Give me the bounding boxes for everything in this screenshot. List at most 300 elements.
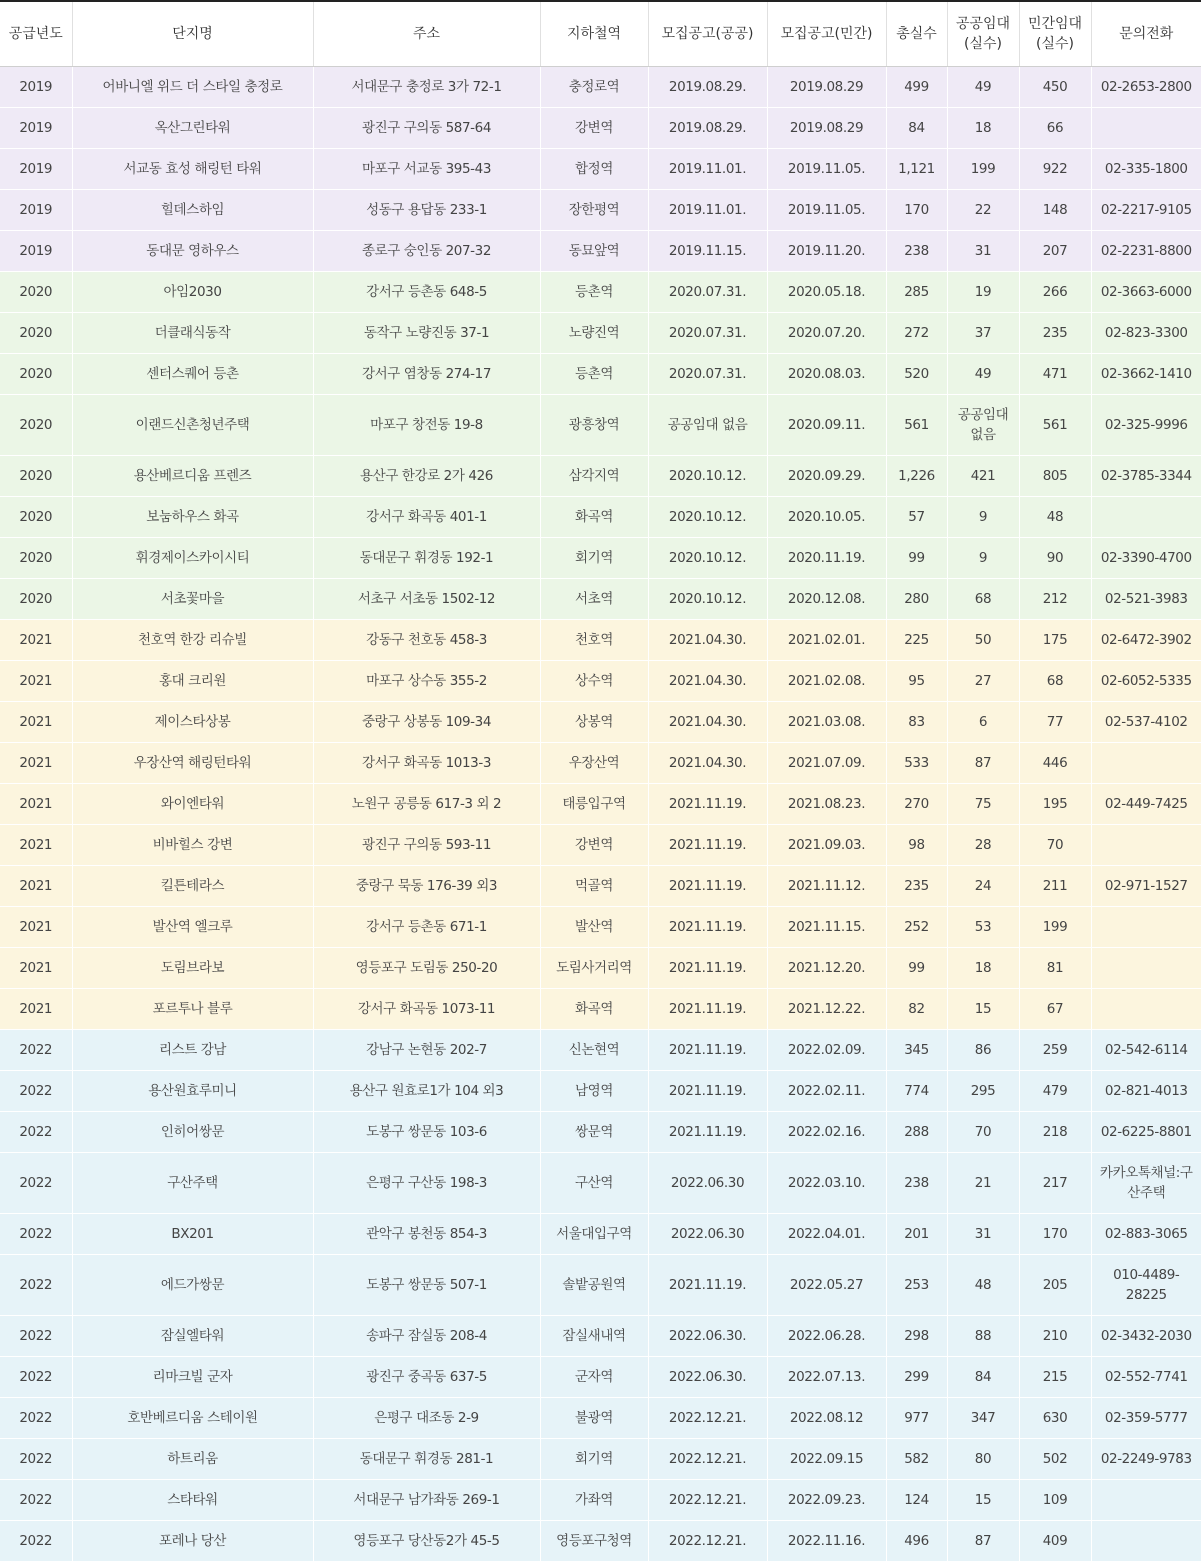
cell-address: 광진구 구의동 593-11 [313,825,540,866]
cell-address: 은평구 대조동 2-9 [313,1398,540,1439]
table-row [0,1112,1201,1153]
header-subway: 지하철역 [540,1,648,67]
cell-private-units: 175 [1019,620,1091,661]
cell-public-units: 70 [947,1112,1019,1153]
cell-year: 2020 [0,579,72,620]
cell-subway: 등촌역 [540,272,648,313]
cell-phone [1091,989,1201,1030]
cell-notice-public: 2020.10.12. [648,538,767,579]
cell-phone: 02-2249-9783 [1091,1439,1201,1480]
cell-public-units: 6 [947,702,1019,743]
cell-notice-public: 2022.12.21. [648,1439,767,1480]
cell-private-units: 561 [1019,395,1091,456]
cell-subway: 구산역 [540,1153,648,1214]
cell-private-units: 70 [1019,825,1091,866]
cell-notice-private: 2022.06.28. [767,1316,886,1357]
cell-phone: 02-3662-1410 [1091,354,1201,395]
cell-complex-name: 용산베르디움 프렌즈 [72,456,313,497]
cell-notice-private: 2020.08.03. [767,354,886,395]
cell-notice-private: 2019.11.20. [767,231,886,272]
cell-address: 광진구 구의동 587-64 [313,108,540,149]
cell-year: 2021 [0,948,72,989]
cell-subway: 잠실새내역 [540,1316,648,1357]
cell-private-units: 235 [1019,313,1091,354]
header-complex-name: 단지명 [72,1,313,67]
cell-notice-private: 2020.09.11. [767,395,886,456]
cell-year: 2021 [0,989,72,1030]
cell-year: 2020 [0,313,72,354]
cell-public-units: 50 [947,620,1019,661]
cell-notice-private: 2021.09.03. [767,825,886,866]
cell-phone [1091,743,1201,784]
cell-complex-name: 호반베르디움 스테이원 [72,1398,313,1439]
cell-complex-name: 비바힐스 강변 [72,825,313,866]
cell-complex-name: 하트리움 [72,1439,313,1480]
cell-total-units: 299 [886,1357,947,1398]
cell-year: 2021 [0,620,72,661]
cell-total-units: 84 [886,108,947,149]
cell-phone: 02-3785-3344 [1091,456,1201,497]
cell-notice-public: 2020.10.12. [648,579,767,620]
cell-public-units: 347 [947,1398,1019,1439]
cell-subway: 동묘앞역 [540,231,648,272]
cell-private-units: 199 [1019,907,1091,948]
cell-year: 2022 [0,1112,72,1153]
cell-address: 마포구 서교동 395-43 [313,149,540,190]
cell-notice-private: 2020.10.05. [767,497,886,538]
cell-year: 2021 [0,825,72,866]
cell-notice-private: 2022.11.16. [767,1521,886,1562]
table-row [0,456,1201,497]
cell-complex-name: 에드가쌍문 [72,1255,313,1316]
cell-notice-public: 2021.11.19. [648,784,767,825]
cell-complex-name: 이랜드신촌청년주택 [72,395,313,456]
cell-complex-name: 킬튼테라스 [72,866,313,907]
cell-public-units: 18 [947,108,1019,149]
cell-notice-private: 2022.02.16. [767,1112,886,1153]
cell-year: 2020 [0,354,72,395]
cell-complex-name: 옥산그린타워 [72,108,313,149]
cell-complex-name: 서교동 효성 해링턴 타워 [72,149,313,190]
cell-notice-private: 2022.09.15 [767,1439,886,1480]
cell-address: 마포구 상수동 355-2 [313,661,540,702]
cell-complex-name: 우장산역 해링턴타워 [72,743,313,784]
cell-phone [1091,108,1201,149]
cell-address: 성동구 용답동 233-1 [313,190,540,231]
cell-phone: 02-883-3065 [1091,1214,1201,1255]
cell-address: 강서구 화곡동 1073-11 [313,989,540,1030]
cell-subway: 상봉역 [540,702,648,743]
table-row [0,1521,1201,1562]
cell-complex-name: 센터스퀘어 등촌 [72,354,313,395]
table-row [0,907,1201,948]
cell-notice-public: 2021.04.30. [648,620,767,661]
cell-notice-private: 2022.09.23. [767,1480,886,1521]
cell-address: 강서구 등촌동 671-1 [313,907,540,948]
cell-public-units: 295 [947,1071,1019,1112]
cell-subway: 영등포구청역 [540,1521,648,1562]
cell-complex-name: 잠실엘타워 [72,1316,313,1357]
cell-complex-name: 더클래식동작 [72,313,313,354]
cell-phone [1091,825,1201,866]
cell-year: 2022 [0,1439,72,1480]
cell-subway: 합정역 [540,149,648,190]
cell-notice-private: 2020.12.08. [767,579,886,620]
cell-address: 도봉구 쌍문동 507-1 [313,1255,540,1316]
cell-subway: 회기역 [540,1439,648,1480]
cell-phone: 02-3663-6000 [1091,272,1201,313]
cell-subway: 솔밭공원역 [540,1255,648,1316]
table-row [0,1255,1201,1316]
cell-address: 강남구 논현동 202-7 [313,1030,540,1071]
cell-phone [1091,1480,1201,1521]
cell-private-units: 409 [1019,1521,1091,1562]
cell-notice-private: 2022.02.11. [767,1071,886,1112]
cell-notice-private: 2021.12.22. [767,989,886,1030]
table-row [0,743,1201,784]
cell-private-units: 259 [1019,1030,1091,1071]
cell-public-units: 49 [947,354,1019,395]
cell-total-units: 98 [886,825,947,866]
cell-complex-name: 스타타워 [72,1480,313,1521]
header-private-units: 민간임대 (실수) [1019,1,1091,67]
table-row [0,395,1201,456]
table-row [0,1214,1201,1255]
cell-phone: 02-3390-4700 [1091,538,1201,579]
cell-subway: 남영역 [540,1071,648,1112]
cell-public-units: 9 [947,538,1019,579]
cell-address: 용산구 한강로 2가 426 [313,456,540,497]
table-row [0,702,1201,743]
table-row [0,190,1201,231]
table-row [0,1357,1201,1398]
cell-year: 2021 [0,743,72,784]
cell-total-units: 533 [886,743,947,784]
cell-subway: 등촌역 [540,354,648,395]
cell-public-units: 84 [947,1357,1019,1398]
header-notice-public: 모집공고(공공) [648,1,767,67]
cell-notice-private: 2022.05.27 [767,1255,886,1316]
cell-year: 2022 [0,1030,72,1071]
cell-private-units: 217 [1019,1153,1091,1214]
cell-phone: 02-325-9996 [1091,395,1201,456]
cell-notice-private: 2020.09.29. [767,456,886,497]
cell-year: 2022 [0,1521,72,1562]
cell-private-units: 212 [1019,579,1091,620]
cell-year: 2022 [0,1153,72,1214]
cell-public-units: 9 [947,497,1019,538]
cell-year: 2021 [0,866,72,907]
cell-year: 2022 [0,1255,72,1316]
header-total-units: 총실수 [886,1,947,67]
cell-private-units: 215 [1019,1357,1091,1398]
cell-address: 중랑구 묵동 176-39 외3 [313,866,540,907]
cell-complex-name: 리스트 강남 [72,1030,313,1071]
cell-public-units: 49 [947,67,1019,108]
cell-notice-public: 2020.10.12. [648,497,767,538]
cell-notice-public: 2021.11.19. [648,989,767,1030]
cell-notice-public: 2021.11.19. [648,866,767,907]
cell-private-units: 446 [1019,743,1091,784]
cell-year: 2019 [0,67,72,108]
cell-notice-public: 2019.08.29. [648,108,767,149]
cell-total-units: 235 [886,866,947,907]
cell-address: 강서구 화곡동 401-1 [313,497,540,538]
header-phone: 문의전화 [1091,1,1201,67]
cell-complex-name: 구산주택 [72,1153,313,1214]
table-row [0,149,1201,190]
cell-notice-public: 2019.11.01. [648,190,767,231]
cell-notice-public: 2021.04.30. [648,661,767,702]
cell-address: 도봉구 쌍문동 103-6 [313,1112,540,1153]
cell-year: 2022 [0,1316,72,1357]
cell-notice-private: 2021.02.01. [767,620,886,661]
cell-private-units: 66 [1019,108,1091,149]
cell-public-units: 53 [947,907,1019,948]
cell-subway: 도림사거리역 [540,948,648,989]
cell-notice-public: 2021.04.30. [648,743,767,784]
cell-complex-name: 포르투나 블루 [72,989,313,1030]
table-row [0,1480,1201,1521]
cell-private-units: 210 [1019,1316,1091,1357]
cell-complex-name: 힐데스하임 [72,190,313,231]
cell-subway: 장한평역 [540,190,648,231]
cell-year: 2020 [0,272,72,313]
cell-year: 2020 [0,456,72,497]
cell-notice-public: 2019.08.29. [648,67,767,108]
table-row [0,1398,1201,1439]
table-row [0,825,1201,866]
cell-subway: 발산역 [540,907,648,948]
cell-private-units: 211 [1019,866,1091,907]
cell-public-units: 27 [947,661,1019,702]
cell-public-units: 421 [947,456,1019,497]
cell-phone [1091,907,1201,948]
cell-year: 2022 [0,1357,72,1398]
cell-public-units: 28 [947,825,1019,866]
cell-total-units: 238 [886,1153,947,1214]
cell-notice-private: 2019.08.29 [767,67,886,108]
cell-notice-public: 2020.07.31. [648,354,767,395]
cell-private-units: 109 [1019,1480,1091,1521]
cell-complex-name: 휘경제이스카이시티 [72,538,313,579]
header-public-units: 공공임대 (실수) [947,1,1019,67]
cell-notice-private: 2022.02.09. [767,1030,886,1071]
cell-total-units: 82 [886,989,947,1030]
cell-phone: 02-2653-2800 [1091,67,1201,108]
cell-public-units: 22 [947,190,1019,231]
cell-notice-public: 2022.06.30 [648,1214,767,1255]
cell-complex-name: 와이엔타워 [72,784,313,825]
table-row [0,67,1201,108]
cell-address: 강서구 등촌동 648-5 [313,272,540,313]
cell-notice-private: 2021.08.23. [767,784,886,825]
cell-subway: 먹골역 [540,866,648,907]
cell-complex-name: 리마크빌 군자 [72,1357,313,1398]
cell-total-units: 238 [886,231,947,272]
cell-year: 2022 [0,1398,72,1439]
cell-complex-name: 용산원효루미니 [72,1071,313,1112]
cell-total-units: 57 [886,497,947,538]
cell-complex-name: 어바니엘 위드 더 스타일 충정로 [72,67,313,108]
table-row [0,989,1201,1030]
cell-total-units: 99 [886,538,947,579]
cell-private-units: 90 [1019,538,1091,579]
cell-private-units: 471 [1019,354,1091,395]
cell-address: 강서구 화곡동 1013-3 [313,743,540,784]
cell-total-units: 285 [886,272,947,313]
cell-address: 은평구 구산동 198-3 [313,1153,540,1214]
cell-notice-private: 2020.11.19. [767,538,886,579]
cell-year: 2021 [0,702,72,743]
table-row [0,1153,1201,1214]
cell-public-units: 86 [947,1030,1019,1071]
cell-notice-private: 2019.11.05. [767,190,886,231]
cell-notice-public: 2022.12.21. [648,1480,767,1521]
table-row [0,948,1201,989]
cell-phone: 02-6052-5335 [1091,661,1201,702]
cell-total-units: 272 [886,313,947,354]
table-row [0,1030,1201,1071]
cell-year: 2020 [0,497,72,538]
cell-subway: 불광역 [540,1398,648,1439]
cell-subway: 가좌역 [540,1480,648,1521]
cell-address: 광진구 중곡동 637-5 [313,1357,540,1398]
cell-address: 영등포구 도림동 250-20 [313,948,540,989]
cell-public-units: 공공임대 없음 [947,395,1019,456]
cell-phone: 02-821-4013 [1091,1071,1201,1112]
cell-public-units: 15 [947,1480,1019,1521]
cell-address: 동대문구 휘경동 192-1 [313,538,540,579]
table-row [0,231,1201,272]
cell-year: 2022 [0,1071,72,1112]
table-row [0,108,1201,149]
cell-public-units: 75 [947,784,1019,825]
cell-complex-name: BX201 [72,1214,313,1255]
cell-notice-public: 2022.06.30 [648,1153,767,1214]
cell-public-units: 48 [947,1255,1019,1316]
cell-phone: 02-359-5777 [1091,1398,1201,1439]
cell-subway: 노량진역 [540,313,648,354]
cell-public-units: 68 [947,579,1019,620]
cell-complex-name: 홍대 크리원 [72,661,313,702]
cell-total-units: 252 [886,907,947,948]
cell-subway: 강변역 [540,825,648,866]
cell-notice-private: 2021.07.09. [767,743,886,784]
cell-notice-public: 2019.11.01. [648,149,767,190]
cell-phone: 02-2217-9105 [1091,190,1201,231]
cell-phone: 02-6472-3902 [1091,620,1201,661]
cell-phone: 02-3432-2030 [1091,1316,1201,1357]
table-row [0,784,1201,825]
cell-total-units: 124 [886,1480,947,1521]
cell-private-units: 479 [1019,1071,1091,1112]
table-header-row [0,1,1201,67]
cell-phone: 02-2231-8800 [1091,231,1201,272]
cell-notice-public: 2022.06.30. [648,1316,767,1357]
cell-notice-public: 2021.04.30. [648,702,767,743]
cell-total-units: 582 [886,1439,947,1480]
cell-complex-name: 제이스타상봉 [72,702,313,743]
cell-total-units: 95 [886,661,947,702]
cell-notice-private: 2020.05.18. [767,272,886,313]
cell-subway: 화곡역 [540,989,648,1030]
cell-private-units: 68 [1019,661,1091,702]
cell-subway: 신논현역 [540,1030,648,1071]
cell-notice-public: 2022.12.21. [648,1521,767,1562]
cell-notice-public: 2021.11.19. [648,1071,767,1112]
cell-public-units: 87 [947,743,1019,784]
cell-subway: 충정로역 [540,67,648,108]
cell-phone: 02-6225-8801 [1091,1112,1201,1153]
cell-phone: 02-542-6114 [1091,1030,1201,1071]
cell-public-units: 87 [947,1521,1019,1562]
cell-notice-public: 공공임대 없음 [648,395,767,456]
cell-phone: 02-449-7425 [1091,784,1201,825]
cell-public-units: 24 [947,866,1019,907]
cell-total-units: 270 [886,784,947,825]
table-row [0,272,1201,313]
cell-complex-name: 도림브라보 [72,948,313,989]
cell-phone: 02-521-3983 [1091,579,1201,620]
cell-subway: 화곡역 [540,497,648,538]
cell-phone [1091,1521,1201,1562]
cell-private-units: 450 [1019,67,1091,108]
table-row [0,579,1201,620]
cell-private-units: 170 [1019,1214,1091,1255]
cell-private-units: 266 [1019,272,1091,313]
cell-total-units: 225 [886,620,947,661]
cell-year: 2021 [0,661,72,702]
cell-notice-public: 2021.11.19. [648,948,767,989]
cell-year: 2021 [0,907,72,948]
cell-complex-name: 포레나 당산 [72,1521,313,1562]
table-row [0,866,1201,907]
cell-notice-public: 2021.11.19. [648,825,767,866]
cell-address: 서대문구 남가좌동 269-1 [313,1480,540,1521]
cell-private-units: 148 [1019,190,1091,231]
cell-notice-private: 2022.07.13. [767,1357,886,1398]
cell-year: 2022 [0,1214,72,1255]
cell-total-units: 977 [886,1398,947,1439]
cell-address: 동작구 노량진동 37-1 [313,313,540,354]
cell-address: 서대문구 충정로 3가 72-1 [313,67,540,108]
cell-subway: 태릉입구역 [540,784,648,825]
cell-total-units: 83 [886,702,947,743]
cell-public-units: 21 [947,1153,1019,1214]
cell-phone: 카카오톡채널:구산주택 [1091,1153,1201,1214]
table-row [0,497,1201,538]
cell-private-units: 205 [1019,1255,1091,1316]
cell-public-units: 31 [947,1214,1019,1255]
cell-year: 2020 [0,395,72,456]
cell-phone [1091,497,1201,538]
table-row [0,1316,1201,1357]
cell-phone: 02-537-4102 [1091,702,1201,743]
cell-complex-name: 보눔하우스 화곡 [72,497,313,538]
header-year: 공급년도 [0,1,72,67]
cell-notice-public: 2021.11.19. [648,1112,767,1153]
cell-notice-public: 2022.12.21. [648,1398,767,1439]
table-row [0,354,1201,395]
cell-complex-name: 아임2030 [72,272,313,313]
cell-notice-private: 2022.03.10. [767,1153,886,1214]
cell-phone: 02-823-3300 [1091,313,1201,354]
cell-private-units: 207 [1019,231,1091,272]
cell-subway: 천호역 [540,620,648,661]
cell-total-units: 1,226 [886,456,947,497]
cell-subway: 우장산역 [540,743,648,784]
